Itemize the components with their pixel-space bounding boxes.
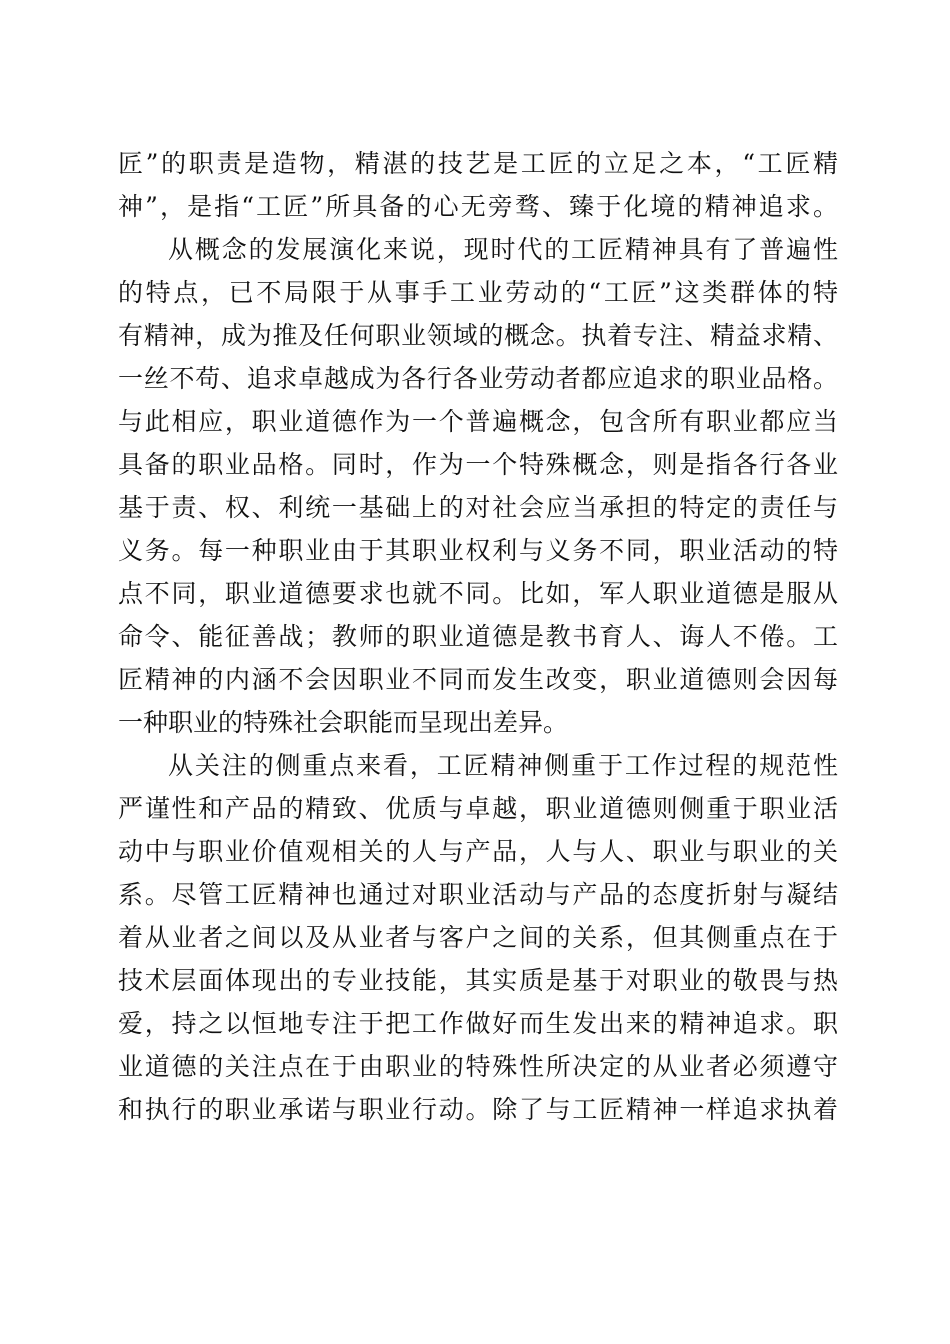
text-line: 神”，是指“工匠”所具备的心无旁骛、臻于化境的精神追求。 xyxy=(118,192,838,221)
text-line: 的特点，已不局限于从事手工业劳动的“工匠”这类群体的特 xyxy=(118,278,838,307)
text-line: 严谨性和产品的精致、优质与卓越，职业道德则侧重于职业活 xyxy=(118,794,838,823)
body-text xyxy=(118,142,838,1131)
text-line: 基于责、权、利统一基础上的对社会应当承担的特定的责任与 xyxy=(118,493,838,522)
text-line: 匠”的职责是造物，精湛的技艺是工匠的立足之本，“工匠精 xyxy=(118,149,838,178)
text-line: 一丝不苟、追求卓越成为各行各业劳动者都应追求的职业品格。 xyxy=(118,364,838,393)
text-line: 和执行的职业承诺与职业行动。除了与工匠精神一样追求执着 xyxy=(118,1095,838,1124)
text-line: 技术层面体现出的专业技能，其实质是基于对职业的敬畏与热 xyxy=(118,966,838,995)
text-line: 系。尽管工匠精神也通过对职业活动与产品的态度折射与凝结 xyxy=(118,880,838,909)
text-line: 与此相应，职业道德作为一个普遍概念，包含所有职业都应当 xyxy=(118,407,838,436)
text-line: 匠精神的内涵不会因职业不同而发生改变，职业道德则会因每 xyxy=(118,665,838,694)
text-line: 义务。每一种职业由于其职业权利与义务不同，职业活动的特 xyxy=(118,536,838,565)
text-line: 爱，持之以恒地专注于把工作做好而生发出来的精神追求。职 xyxy=(118,1009,838,1038)
text-line: 动中与职业价值观相关的人与产品，人与人、职业与职业的关 xyxy=(118,837,838,866)
text-line: 点不同，职业道德要求也就不同。比如，军人职业道德是服从 xyxy=(118,579,838,608)
text-line: 命令、能征善战；教师的职业道德是教书育人、诲人不倦。工 xyxy=(118,622,838,651)
paragraph-last-line: 一种职业的特殊社会职能而呈现出差异。 xyxy=(118,708,569,737)
paragraph-first-line: 从概念的发展演化来说，现时代的工匠精神具有了普遍性 xyxy=(168,235,838,264)
text-line: 业道德的关注点在于由职业的特殊性所决定的从业者必须遵守 xyxy=(118,1052,838,1081)
text-line: 具备的职业品格。同时，作为一个特殊概念，则是指各行各业 xyxy=(118,450,838,479)
text-line: 着从业者之间以及从业者与客户之间的关系，但其侧重点在于 xyxy=(118,923,838,952)
text-line: 有精神，成为推及任何职业领域的概念。执着专注、精益求精、 xyxy=(118,321,838,350)
paragraph-first-line: 从关注的侧重点来看，工匠精神侧重于工作过程的规范性 xyxy=(168,751,838,780)
